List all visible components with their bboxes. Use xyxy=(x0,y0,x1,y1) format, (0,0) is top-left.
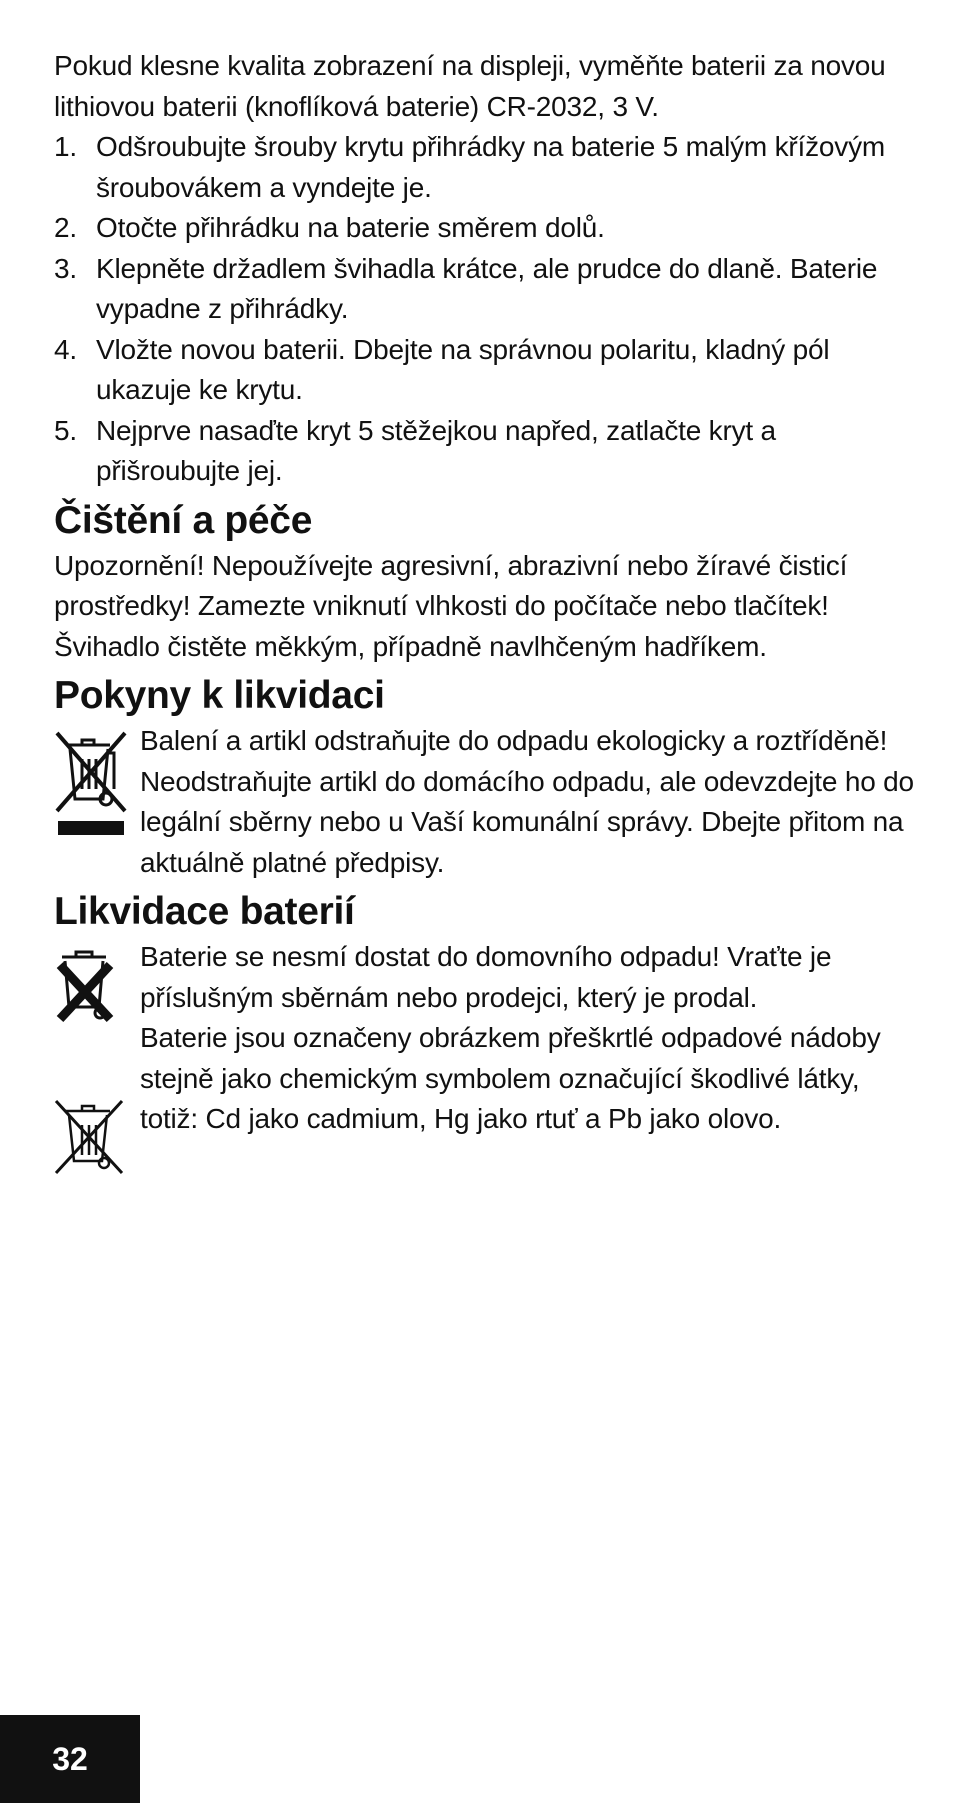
cleaning-text: Upozornění! Nepoužívejte agresivní, abrazivní nebo žíravé čisticí prostředky! Zamezte vniknutí vlhkosti do počítače nebo tlačítek! Švihadlo čistěte měkkým, případně navlhčeným hadříkem. xyxy=(54,549,848,662)
disposal-text: Balení a artikl odstraňujte do odpadu ekologicky a roztříděně! Neodstraňujte artikl do domácího odpadu, ale odevzdejte ho do legální sběrny nebo u Vaší komunální správy. Dbejte přitom na aktuálně platné předpisy. xyxy=(140,725,914,878)
crossed-out-wheelie-bin-icon xyxy=(54,943,118,1025)
step-text: Vložte novou baterii. Dbejte na správnou polaritu, kladný pól ukazuje ke krytu. xyxy=(96,333,830,405)
list-item xyxy=(54,249,914,330)
battery-replacement-intro: Pokud klesne kvalita zobrazení na displeji, vyměňte baterii za novou lithiovou baterii (knoflíková baterie) CR-2032, 3 V. xyxy=(54,50,886,122)
list-item xyxy=(54,411,914,492)
step-number: 5. xyxy=(54,414,77,446)
step-text: Nejprve nasaďte kryt 5 stěžejkou napřed, zatlačte kryt a přišroubujte jej. xyxy=(96,414,776,486)
step-number: 1. xyxy=(54,131,77,162)
crossed-out-battery-bin-icon xyxy=(54,1097,124,1175)
disposal-heading: Pokyny k likvidaci xyxy=(54,674,385,717)
step-number: 3. xyxy=(54,252,77,284)
step-number: 4. xyxy=(54,333,77,365)
cleaning-heading: Čištění a péče xyxy=(54,498,313,542)
battery-disposal-section xyxy=(54,937,914,1140)
disposal-section xyxy=(54,721,914,883)
battery-disposal-text-2: Baterie jsou označeny obrázkem přeškrtlé odpadové nádoby stejně jako chemickým symbolem označující škodlivé látky, totiž: Cd jako cadmium, Hg jako rtuť a Pb jako olovo. xyxy=(140,1022,881,1134)
list-item xyxy=(54,208,914,249)
crossed-out-wheelie-bin-icon xyxy=(54,729,128,835)
list-item xyxy=(54,127,914,208)
list-item xyxy=(54,330,914,411)
battery-replacement-steps xyxy=(54,127,914,492)
page-number: 32 xyxy=(0,1715,140,1803)
step-text: Otočte přihrádku na baterie směrem dolů. xyxy=(96,212,605,243)
step-number: 2. xyxy=(54,212,77,243)
battery-disposal-heading: Likvidace baterií xyxy=(54,890,355,933)
step-text: Klepněte držadlem švihadla krátce, ale prudce do dlaně. Baterie vypadne z přihrádky. xyxy=(96,252,878,324)
step-text: Odšroubujte šrouby krytu přihrádky na baterie 5 malým křížovým šroubovákem a vyndejte je. xyxy=(96,131,886,203)
manual-page xyxy=(54,46,914,1140)
battery-disposal-text-1: Baterie se nesmí dostat do domovního odpadu! Vraťte je příslušným sběrnám nebo prodejci, který je prodal. xyxy=(140,941,832,1013)
